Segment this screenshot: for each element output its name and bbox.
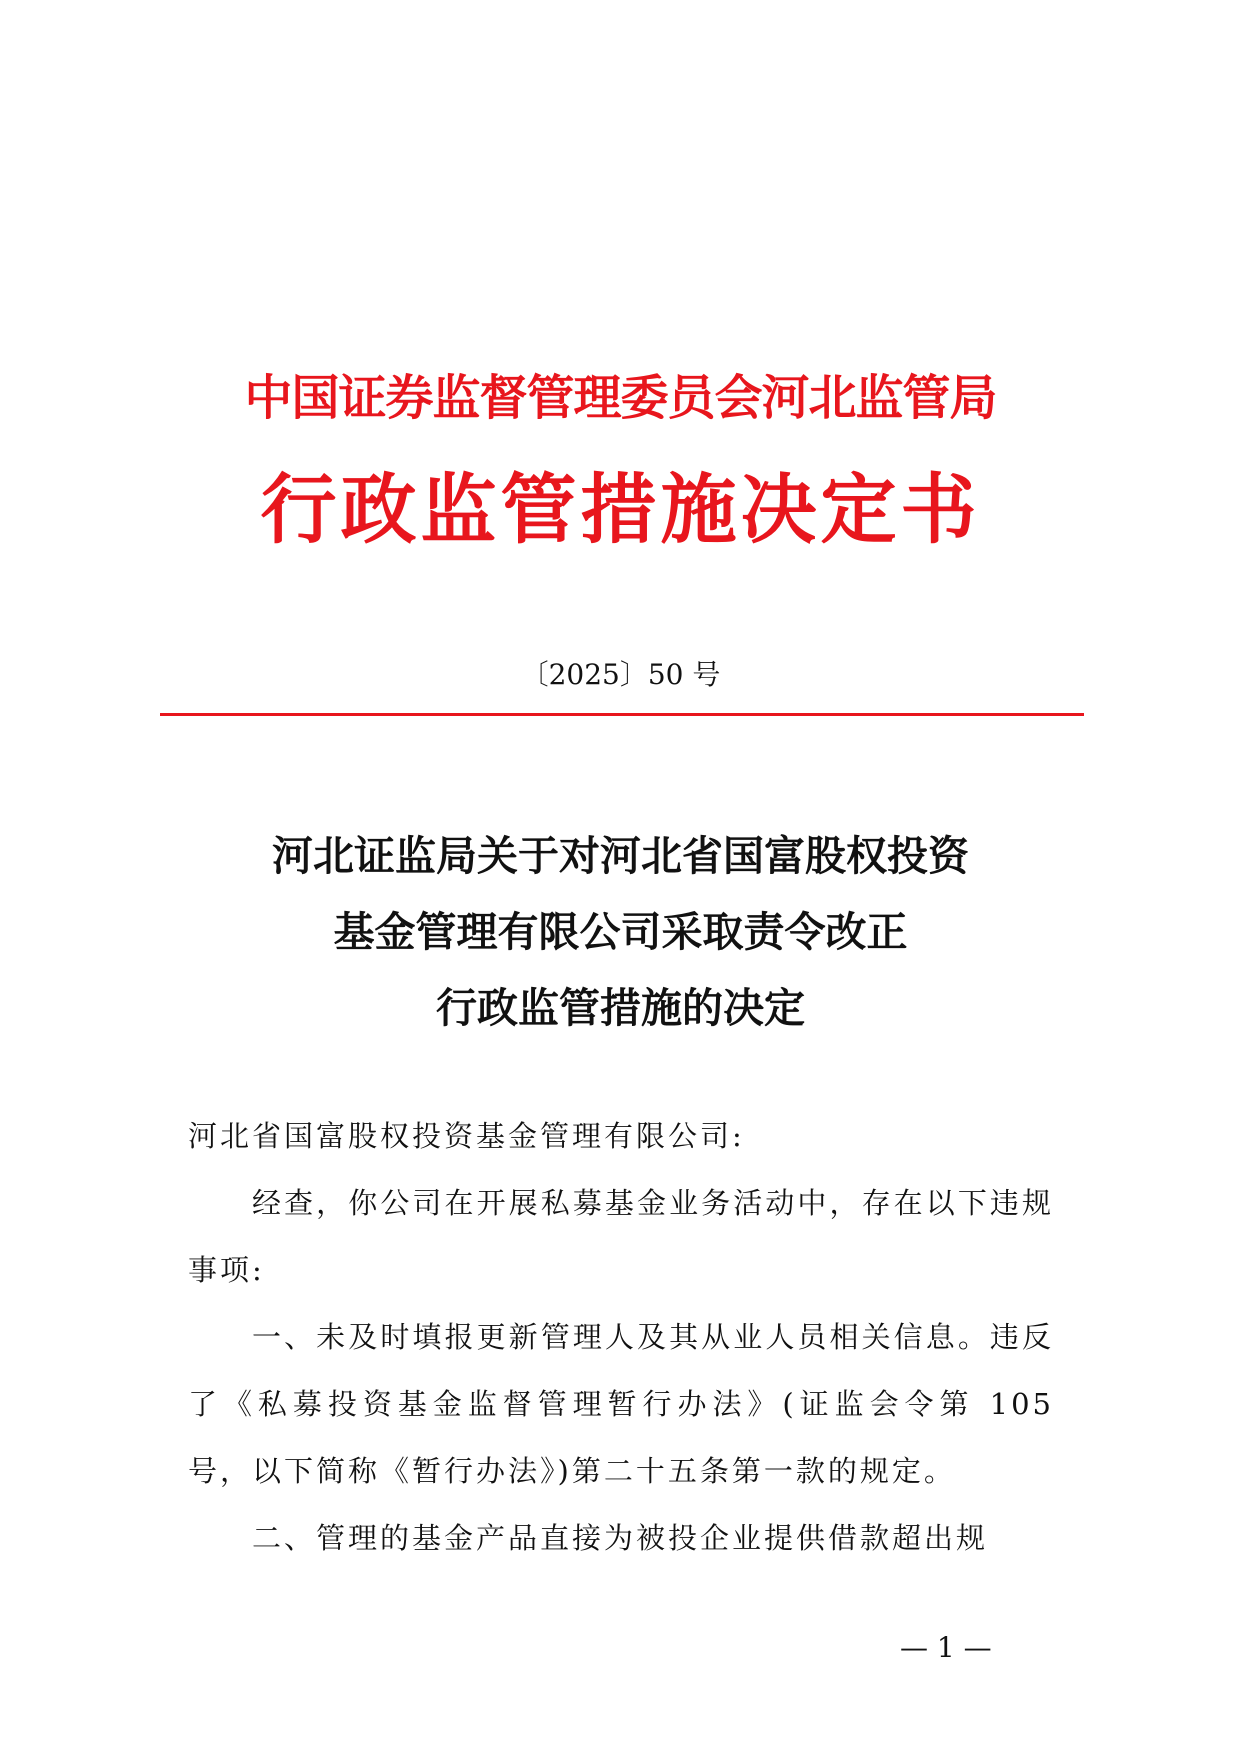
addressee: 河北省国富股权投资基金管理有限公司: [188,1119,745,1153]
body-text [188,1103,1054,1572]
red-divider-line [160,713,1084,716]
decision-title [0,818,1241,1046]
body-paragraph-2: 一、未及时填报更新管理人及其从业人员相关信息。违反了《私募投资基金监督管理暂行办法》(证监会令第 105 号，以下简称《暂行办法》)第二十五条第一款的规定。 [188,1320,1054,1488]
page-number: — 1 — [900,1631,992,1664]
body-paragraph-3: 二、管理的基金产品直接为被投企业提供借款超出规 [252,1521,989,1555]
document-type-title: 行政监管措施决定书 [260,465,981,554]
issuer-header: 中国证券监督管理委员会河北监管局 [244,370,997,426]
body-paragraph-1: 经查，你公司在开展私募基金业务活动中，存在以下违规事项: [188,1186,1054,1287]
document-number: 〔2025〕50 号 [520,658,721,691]
decision-title-line-3: 行政监管措施的决定 [436,984,805,1032]
decision-title-line-2: 基金管理有限公司采取责令改正 [333,908,908,956]
decision-title-line-1: 河北证监局关于对河北省国富股权投资 [272,832,969,880]
